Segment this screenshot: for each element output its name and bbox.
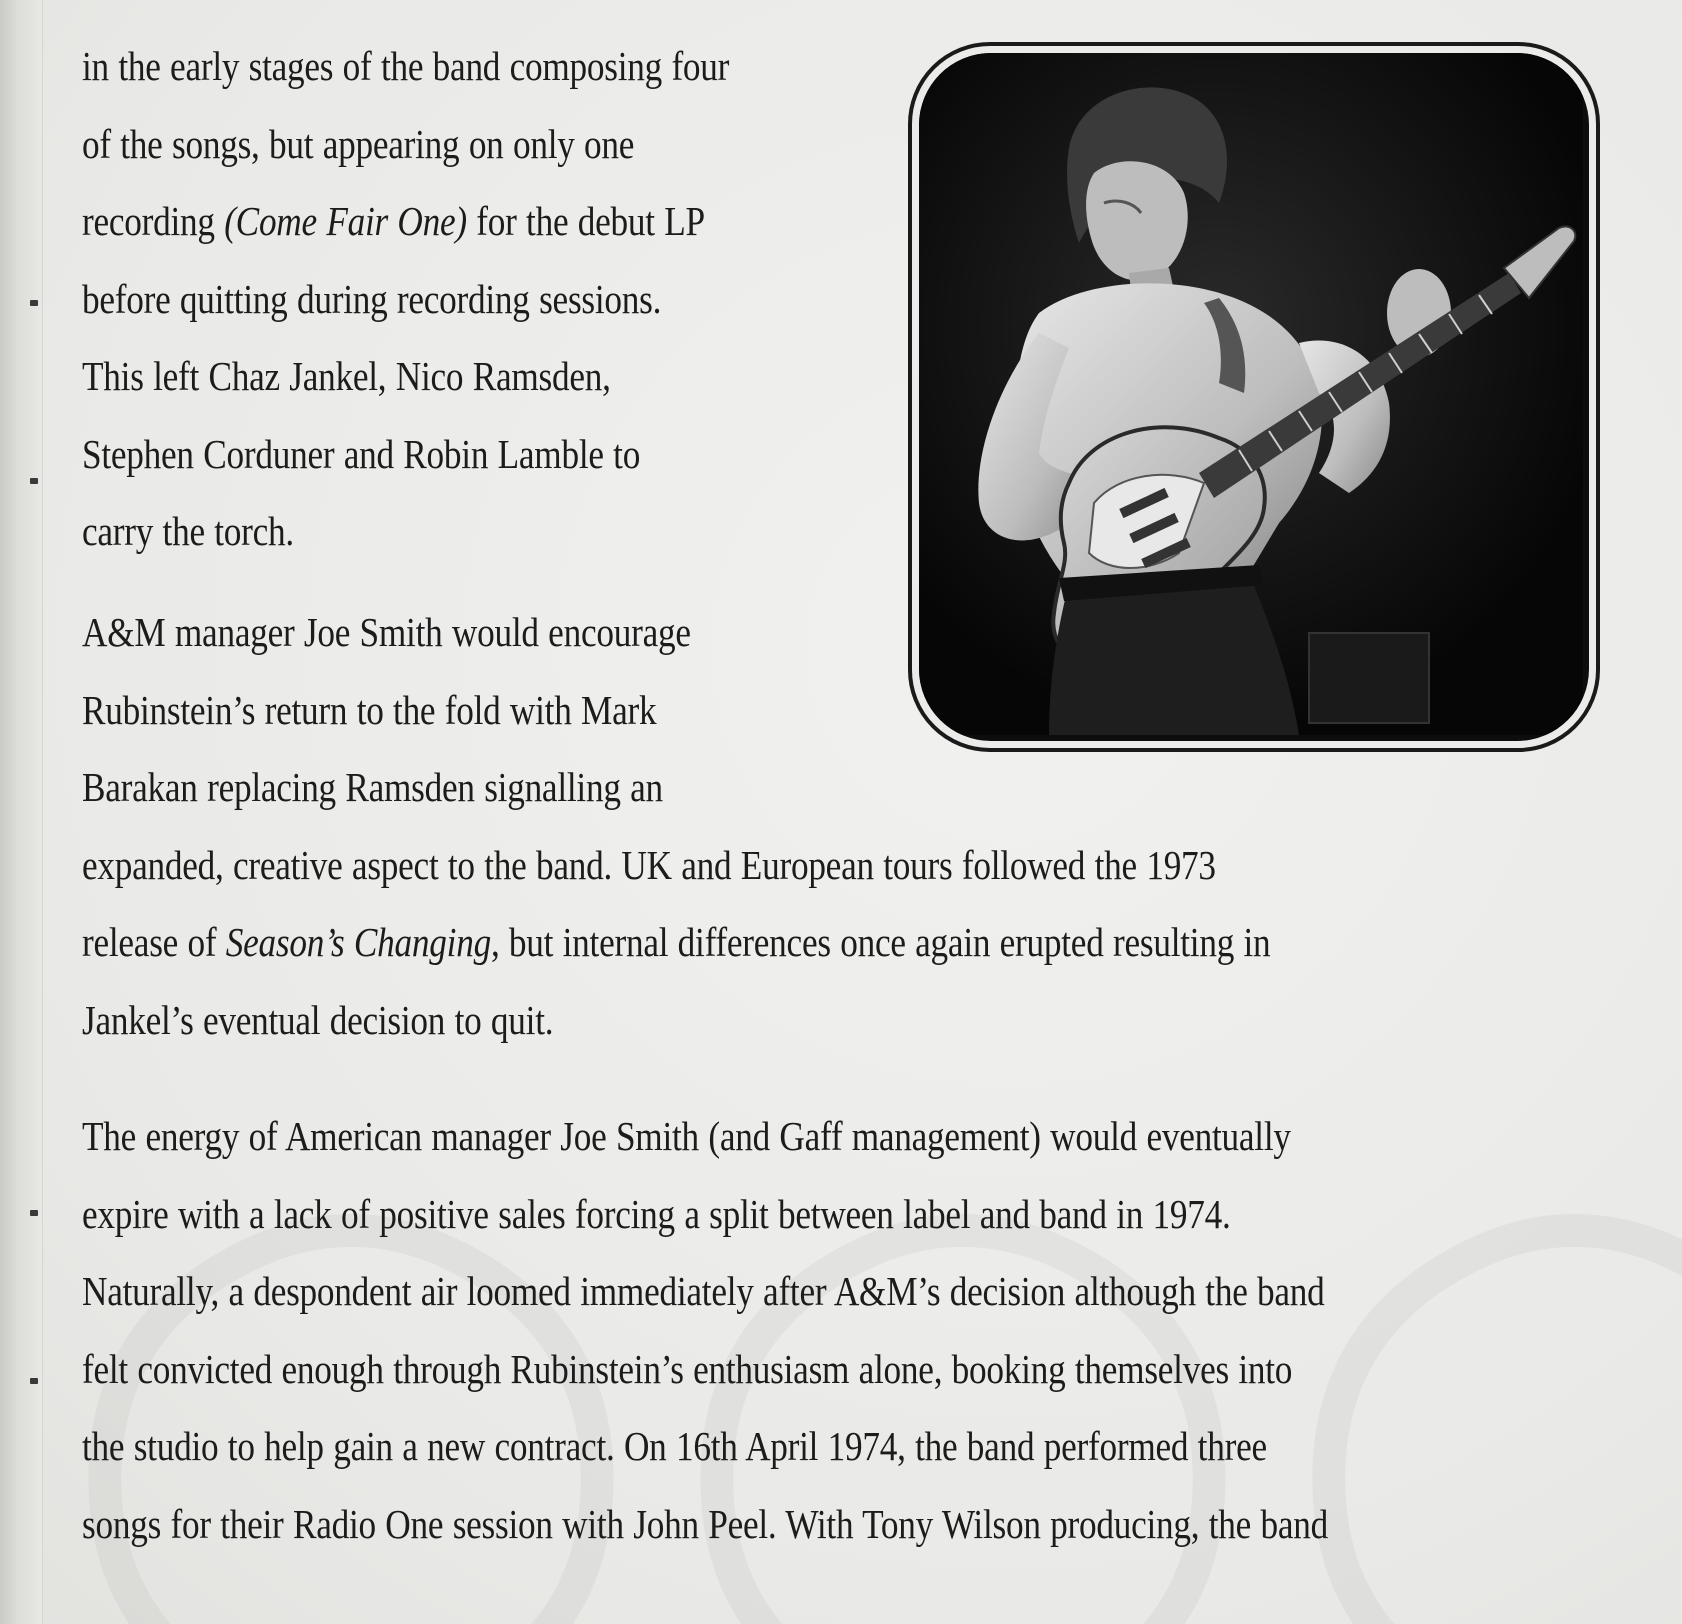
text-line (82, 183, 729, 261)
text-line: before quitting during recording sessions. (82, 275, 662, 322)
text-line: felt convicted enough through Rubinstein’s enthusiasm alone, booking themselves into (82, 1345, 1293, 1392)
text-line: The energy of American manager Joe Smith (and Gaff management) would eventually (82, 1113, 1291, 1159)
staple-mark (30, 300, 38, 306)
text-line: in the early stages of the band composing four (82, 43, 730, 89)
text-line: This left Chaz Jankel, Nico Ramsden, (82, 353, 611, 399)
text-line: Stephen Corduner and Robin Lamble to (82, 430, 641, 477)
text-line: Jankel’s eventual decision to quit. (82, 996, 554, 1043)
guitarist-illustration-icon (919, 53, 1583, 735)
text-line: A&M manager Joe Smith would encourage (82, 609, 691, 655)
text-line: expire with a lack of positive sales forcing a split between label and band in 1974. (82, 1190, 1231, 1237)
text-line: Barakan replacing Ramsden signalling an (82, 764, 663, 810)
italic-title: Season’s Changing (225, 919, 491, 965)
italic-title: (Come Fair One) (224, 198, 467, 244)
paragraph-3 (82, 1098, 1328, 1563)
text-line: Naturally, a despondent air loomed immediately after A&M’s decision although the band (82, 1268, 1325, 1314)
text-line: of the songs, but appearing on only one (82, 120, 635, 167)
text-line: the studio to help gain a new contract. On 16th April 1974, the band performed three (82, 1423, 1267, 1469)
text-line: expanded, creative aspect to the band. UK and European tours followed the 1973 (82, 841, 1216, 888)
text-line: songs for their Radio One session with John Peel. With Tony Wilson producing, the band (82, 1500, 1328, 1547)
text-line: carry the torch. (82, 508, 294, 554)
staple-mark (30, 1210, 38, 1216)
paragraph-1 (82, 28, 729, 571)
staple-mark (30, 1378, 38, 1384)
photo-frame (908, 42, 1600, 752)
text-run: for the debut LP (466, 198, 705, 244)
text-line: Rubinstein’s return to the fold with Mark (82, 686, 657, 733)
text-run: release of (82, 919, 226, 965)
staple-mark (30, 478, 38, 484)
guitarist-photo (919, 53, 1589, 741)
text-run: recording (82, 198, 225, 244)
text-line (82, 904, 1270, 982)
text-run: , but internal differences once again erupted resulting in (490, 919, 1271, 965)
